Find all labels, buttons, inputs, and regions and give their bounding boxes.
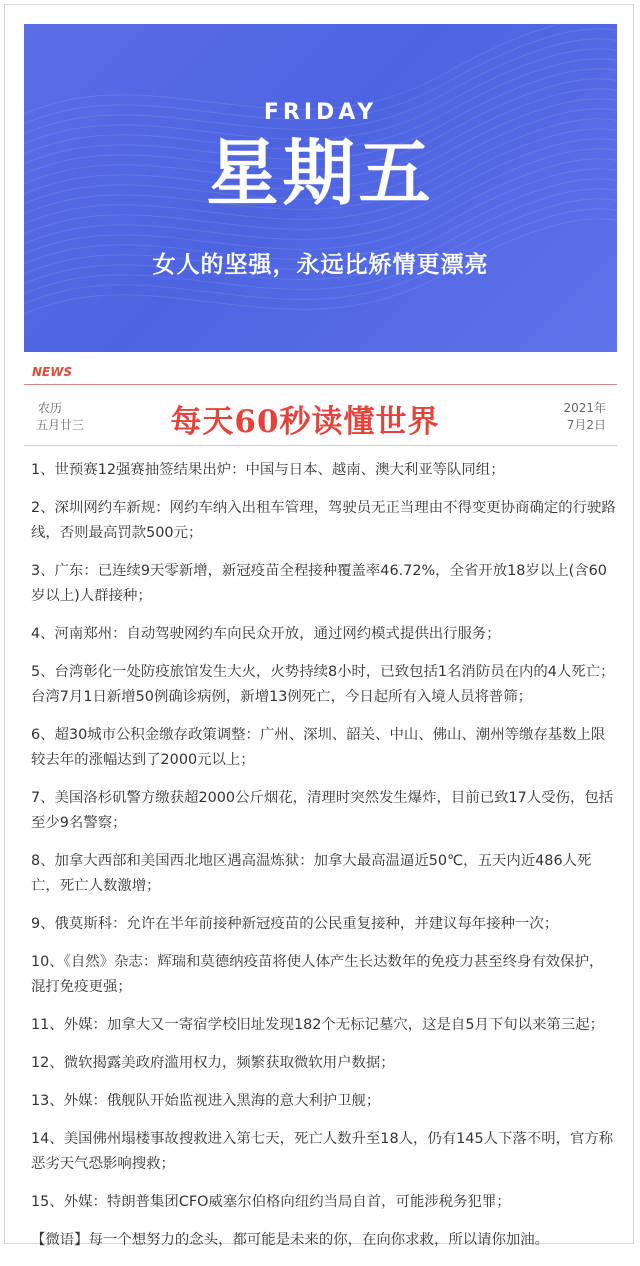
banner-chinese-title: 星期五 (206, 131, 435, 215)
news-item: 8、加拿大西部和美国西北地区遇高温炼狱：加拿大最高温逼近50℃，五天内近486人死亡，死亡人数激增； (31, 853, 592, 894)
header-divider-top (24, 384, 617, 385)
date-month-day: 7月2日 (566, 418, 606, 432)
news-item: 14、美国佛州塌楼事故搜救进入第七天，死亡人数升至18人，仍有145人下落不明，官方称恶劣天气恐影响搜救； (31, 1131, 614, 1172)
news-list (31, 458, 616, 1266)
news-item: 6、超30城市公积金缴存政策调整：广州、深圳、韶关、中山、佛山、潮州等缴存基数上限较去年的涨幅达到了2000元以上； (31, 727, 606, 768)
lunar-label: 农历 (38, 401, 63, 415)
lunar-date (36, 400, 84, 434)
news-item: 4、河南郑州：自动驾驶网约车向民众开放，通过网约模式提供出行服务； (31, 626, 501, 642)
closing-quote: 【微语】每一个想努力的念头，都可能是未来的你，在向你求救，所以请你加油。 (31, 1232, 550, 1248)
news-item: 5、台湾彰化一处防疫旅馆发生大火，火势持续8小时，已致包括1名消防员在内的4人死亡；台湾7月1日新增50例确诊病例，新增13例死亡，今日起所有入境人员将普筛； (31, 664, 615, 705)
news-item: 7、美国洛杉矶警方缴获超2000公斤烟花，清理时突然发生爆炸，目前已致17人受伤，包括至少9名警察； (31, 790, 614, 831)
gregorian-date (563, 400, 606, 434)
news-item: 15、外媒：特朗普集团CFO威塞尔伯格向纽约当局自首，可能涉税务犯罪； (31, 1194, 511, 1210)
news-tag: NEWS (32, 365, 73, 379)
news-item: 9、俄莫斯科：允许在半年前接种新冠疫苗的公民重复接种，并建议每年接种一次； (31, 916, 559, 932)
news-item: 13、外媒：俄舰队开始监视进入黑海的意大利护卫舰； (31, 1093, 381, 1109)
news-item: 2、深圳网约车新规：网约车纳入出租车管理，驾驶员无正当理由不得变更协商确定的行驶路线，否则最高罚款500元； (31, 500, 616, 541)
news-item: 12、微软揭露美政府滥用权力，频繁获取微软用户数据； (31, 1055, 395, 1071)
news-item: 10、《自然》杂志：辉瑞和莫德纳疫苗将使人体产生长达数年的免疫力甚至终身有效保护，混打免疫更强； (31, 954, 604, 995)
date-year: 2021年 (563, 401, 606, 415)
banner-english-title: FRIDAY (263, 100, 378, 125)
banner (24, 24, 617, 352)
news-item: 3、广东：已连续9天零新增，新冠疫苗全程接种覆盖率46.72%，全省开放18岁以上(含60岁以上)人群接种； (31, 563, 607, 604)
news-item: 11、外媒：加拿大又一寄宿学校旧址发现182个无标记墓穴，这是自5月下旬以来第三起； (31, 1017, 604, 1033)
header-divider-bottom (24, 445, 617, 446)
news-item: 1、世预赛12强赛抽签结果出炉：中国与日本、越南、澳大利亚等队同组； (31, 462, 505, 478)
banner-subtitle: 女人的坚强，永远比矫情更漂亮 (152, 252, 489, 278)
headline: 每天60秒读懂世界 (170, 404, 440, 440)
lunar-day: 五月廿三 (36, 418, 85, 432)
